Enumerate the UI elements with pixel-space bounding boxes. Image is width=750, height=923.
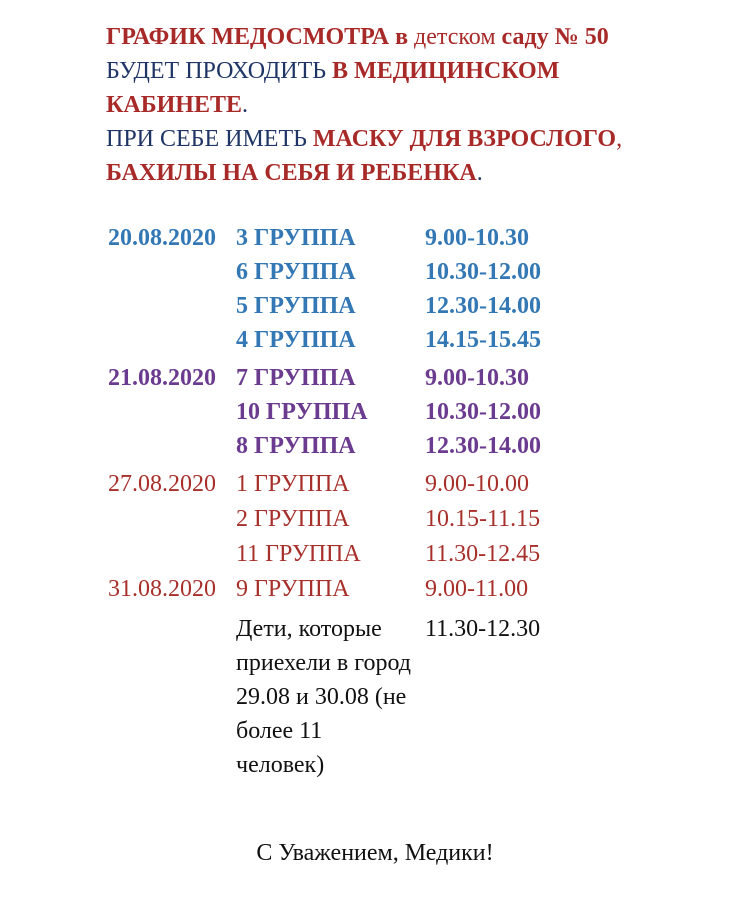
shoe-cover-requirement: БАХИЛЫ НА СЕБЯ И РЕБЕНКА <box>106 160 477 186</box>
header-line-3: ПРИ СЕБЕ ИМЕТЬ МАСКУ ДЛЯ ВЗРОСЛОГО, БАХИЛЫ НА СЕБЯ И РЕБЕНКА. <box>106 126 623 186</box>
header-line-1: ГРАФИК МЕДОСМОТРА в детском саду № 50 <box>106 24 609 50</box>
late-arrivals-note: Дети, которые приехели в город 29.08 и 30.08 (не более 11 человек) <box>236 616 411 778</box>
schedule-group: 11 ГРУППА <box>236 541 361 567</box>
notice-header <box>106 20 706 190</box>
schedule-date: 20.08.2020 <box>108 225 216 251</box>
schedule-group: 4 ГРУППА <box>236 327 356 353</box>
header-line-2: БУДЕТ ПРОХОДИТЬ В МЕДИЦИНСКОМ КАБИНЕТЕ. <box>106 58 560 118</box>
schedule-group: 6 ГРУППА <box>236 259 356 285</box>
schedule-time: 9.00-10.00 <box>425 471 529 497</box>
schedule-group: 9 ГРУППА <box>236 576 350 602</box>
schedule-time: 14.15-15.45 <box>425 327 541 353</box>
schedule-group: 1 ГРУППА <box>236 471 350 497</box>
schedule-date: 21.08.2020 <box>108 365 216 391</box>
schedule-time: 11.30-12.45 <box>425 541 541 567</box>
schedule-group: 2 ГРУППА <box>236 506 350 532</box>
schedule-group: 10 ГРУППА <box>236 399 368 425</box>
schedule-time: 9.00-10.30 <box>425 225 529 251</box>
title-text: ГРАФИК МЕДОСМОТРА <box>106 24 390 50</box>
late-arrivals-time: 11.30-12.30 <box>425 616 541 642</box>
schedule-time: 12.30-14.00 <box>425 293 541 319</box>
schedule-group: 7 ГРУППА <box>236 365 356 391</box>
mask-requirement: МАСКУ ДЛЯ ВЗРОСЛОГО <box>312 126 617 152</box>
schedule-time: 10.30-12.00 <box>425 399 541 425</box>
schedule-date: 27.08.2020 <box>108 471 216 497</box>
closing-signature: С Уважением, Медики! <box>256 840 494 866</box>
schedule-time: 12.30-14.00 <box>425 433 541 459</box>
location-text: В МЕДИЦИНСКОМ КАБИНЕТЕ <box>106 58 560 118</box>
schedule-group: 5 ГРУППА <box>236 293 356 319</box>
schedule-time: 9.00-10.30 <box>425 365 529 391</box>
schedule-time: 10.30-12.00 <box>425 259 541 285</box>
schedule-group: 8 ГРУППА <box>236 433 356 459</box>
schedule-time: 10.15-11.15 <box>425 506 541 532</box>
schedule-time: 9.00-11.00 <box>425 576 529 602</box>
schedule-group: 3 ГРУППА <box>236 225 356 251</box>
kindergarten-number: саду № 50 <box>495 24 609 50</box>
schedule-date: 31.08.2020 <box>108 576 216 602</box>
